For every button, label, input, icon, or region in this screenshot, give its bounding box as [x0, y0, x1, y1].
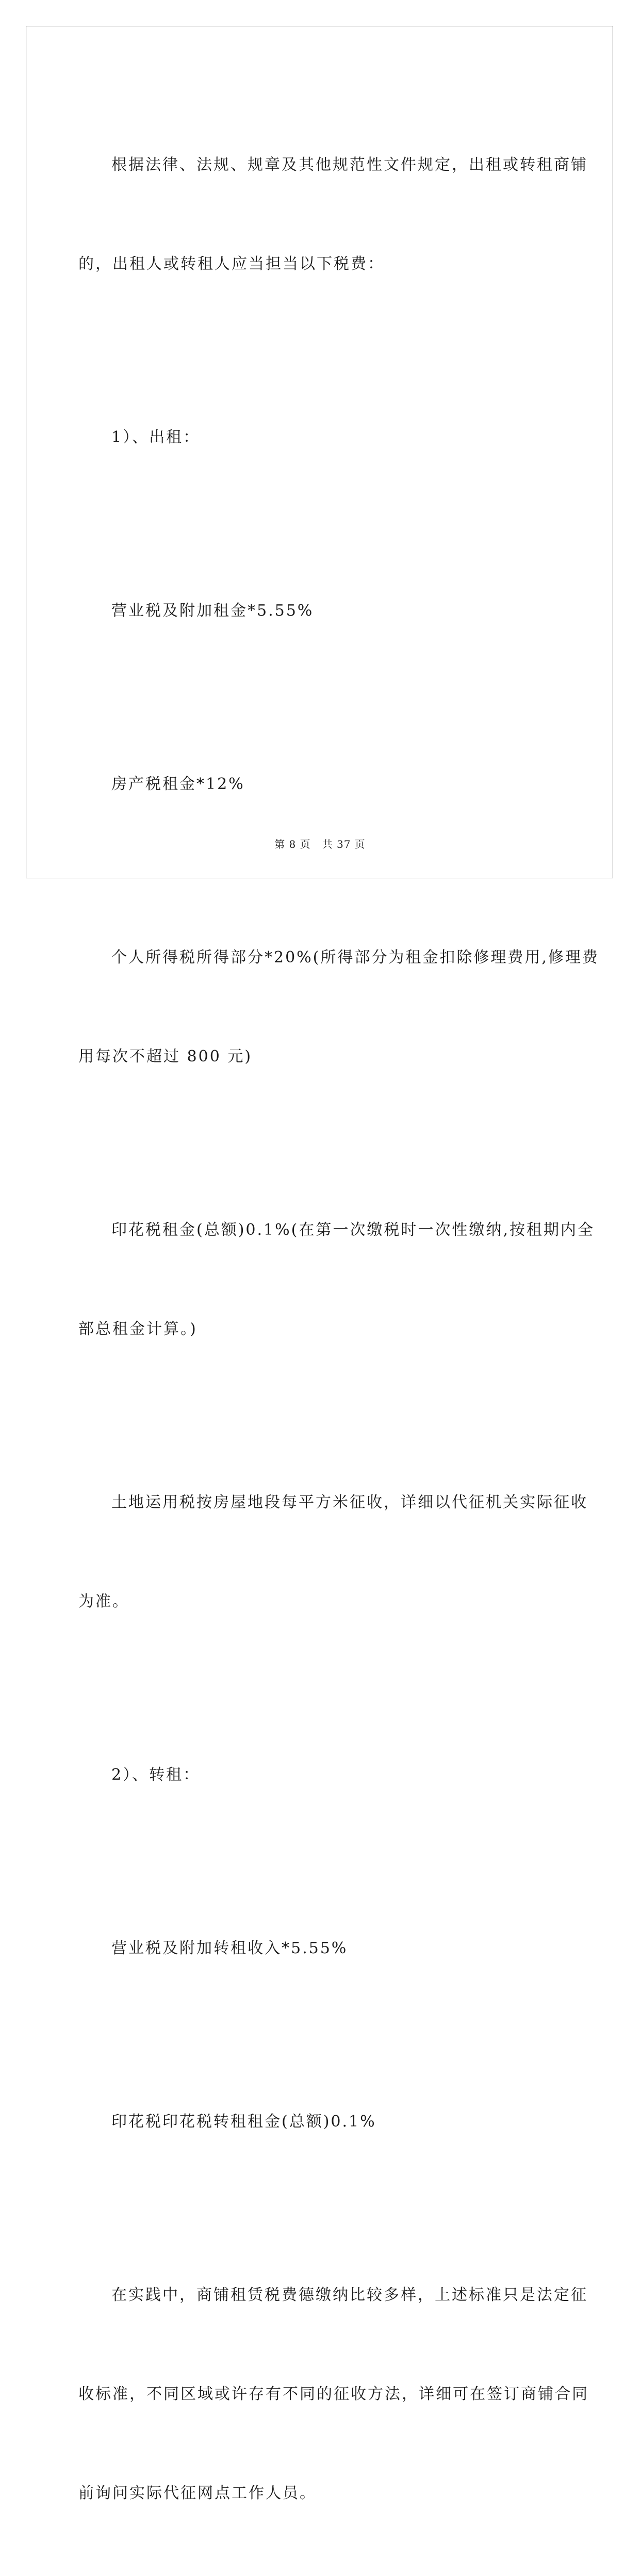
text-line: 土地运用税按房屋地段每平方米征收，详细以代征机关实际征收	[111, 1493, 588, 1511]
text-line: 1）、出租：	[111, 428, 201, 446]
paragraph-stamp-tax	[78, 1148, 595, 1412]
text-line: 前询问实际代征网点工作人员。	[78, 2484, 317, 2502]
text-line: 部总租金计算。)	[78, 1320, 198, 1338]
text-line: 印花税印花税转租租金(总额)0.1%	[111, 2113, 376, 2131]
text-line: 在实践中，商铺租赁税费德缴纳比较多样，上述标准只是法定征	[111, 2286, 588, 2304]
text-line: 印花税租金(总额)0.1%(在第一次缴税时一次性缴纳,按租期内全	[111, 1221, 595, 1239]
page-number: 第 8 页	[274, 838, 311, 850]
paragraph-business-tax	[78, 528, 561, 694]
paragraph-intro	[78, 83, 588, 347]
paragraph-sublet-stamp-tax	[78, 2039, 561, 2204]
text-line: 营业税及附加租金*5.55%	[111, 602, 314, 620]
document-body	[78, 83, 599, 2576]
paragraph-sublet-business-tax	[78, 1866, 561, 2031]
text-line: 为准。	[78, 1592, 129, 1611]
text-line: 个人所得税所得部分*20%(所得部分为租金扣除修理费用,修理费	[111, 948, 599, 967]
page-footer	[0, 836, 640, 851]
paragraph-practice-note	[78, 2213, 589, 2576]
text-line: 2）、转租：	[111, 1766, 201, 1784]
paragraph-income-tax	[78, 875, 599, 1139]
text-line: 房产税租金*12%	[111, 775, 245, 793]
paragraph-land-tax	[78, 1420, 588, 1684]
paragraph-section-1-heading	[78, 355, 561, 520]
page-total: 共 37 页	[322, 838, 366, 850]
paragraph-section-2-heading	[78, 1693, 561, 1858]
text-line: 用每次不超过 800 元)	[78, 1048, 253, 1066]
text-line: 根据法律、法规、规章及其他规范性文件规定，出租或转租商铺	[111, 156, 588, 174]
text-line: 营业税及附加转租收入*5.55%	[111, 1939, 348, 1957]
text-line: 的，出租人或转租人应当担当以下税费：	[78, 255, 385, 273]
text-line: 收标准，不同区域或许存有不同的征收方法，详细可在签订商铺合同	[78, 2385, 589, 2403]
